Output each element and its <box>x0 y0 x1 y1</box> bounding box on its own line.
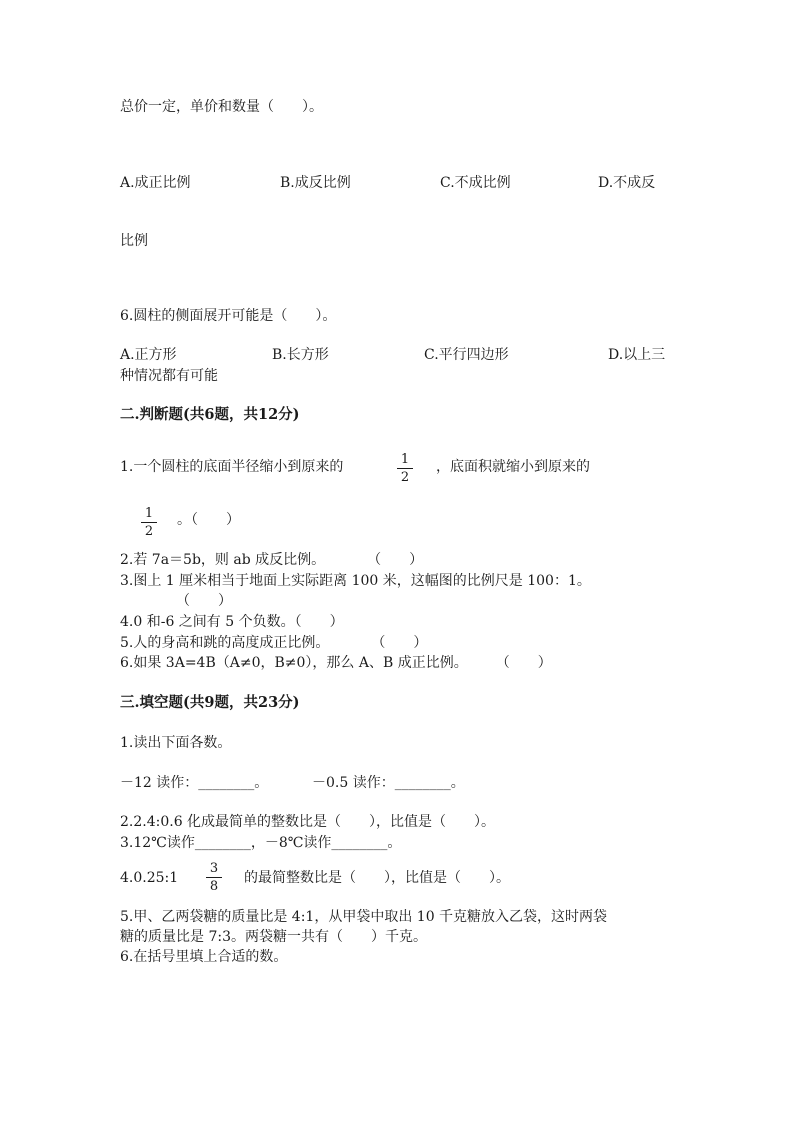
fraction-bar <box>206 877 222 878</box>
s2-q6: 6.如果 3A=4B（A≠0，B≠0），那么 A、B 成正比例。 （ ） <box>120 655 552 671</box>
s2-q2: 2.若 7a＝5b，则 ab 成反比例。 （ ） <box>120 552 424 568</box>
q6-option-a[interactable]: A.正方形 <box>120 347 177 363</box>
q6-option-d[interactable]: D.以上三 <box>608 347 666 363</box>
q5-option-a[interactable]: A.成正比例 <box>120 175 191 191</box>
q6-option-d-wrap: 种情况都有可能 <box>120 368 218 384</box>
s3-q1: 1.读出下面各数。 <box>120 735 232 751</box>
s3-q6: 6.在括号里填上合适的数。 <box>120 949 288 965</box>
s3-q1-a: －12 读作：________。 <box>120 775 269 791</box>
s2-q1-part1: 1.一个圆柱的底面半径缩小到原来的 <box>120 459 344 475</box>
q5-option-d-wrap: 比例 <box>120 233 148 249</box>
s2-q1-fraction-2 <box>141 506 157 539</box>
q5-option-b[interactable]: B.成反比例 <box>280 175 351 191</box>
q5-stem: 总价一定，单价和数量（ ）。 <box>120 99 323 115</box>
s2-q1-fraction-1 <box>397 452 413 485</box>
s3-q4-fraction <box>206 861 222 894</box>
s2-q1-part2: ，底面积就缩小到原来的 <box>436 459 590 475</box>
section3-title: 三.填空题(共9题，共23分) <box>120 694 300 711</box>
s3-q1-b: －0.5 读作：________。 <box>312 775 465 791</box>
s3-q4-part1: 4.0.25:1 <box>120 870 179 886</box>
s3-q3: 3.12℃读作________，－8℃读作________。 <box>120 835 402 851</box>
s2-q5: 5.人的身高和跳的高度成正比例。 （ ） <box>120 635 428 651</box>
s3-q5-line2: 糖的质量比是 7:3。两袋糖一共有（ ）千克。 <box>120 929 427 945</box>
q5-option-d[interactable]: D.不成反 <box>598 175 656 191</box>
q5-option-c[interactable]: C.不成比例 <box>440 175 511 191</box>
q6-option-c[interactable]: C.平行四边形 <box>424 347 509 363</box>
s3-q2: 2.2.4:0.6 化成最简单的整数比是（ ），比值是（ ）。 <box>120 814 496 830</box>
q6-stem: 6.圆柱的侧面展开可能是（ ）。 <box>120 308 337 324</box>
q6-option-b[interactable]: B.长方形 <box>272 347 329 363</box>
s2-q3-paren: （ ） <box>176 593 232 609</box>
fraction-numerator: 1 <box>400 452 410 467</box>
s2-q3: 3.图上 1 厘米相当于地面上实际距离 100 米，这幅图的比例尺是 100：1。 <box>120 573 591 589</box>
s3-q5-line1: 5.甲、乙两袋糖的质量比是 4:1，从甲袋中取出 10 千克糖放入乙袋，这时两袋 <box>120 909 608 925</box>
s2-q4: 4.0 和-6 之间有 5 个负数。（ ） <box>120 614 344 630</box>
fraction-denominator: 2 <box>144 524 154 539</box>
fraction-denominator: 8 <box>209 879 219 894</box>
section2-title: 二.判断题(共6题，共12分) <box>120 406 300 423</box>
fraction-bar <box>141 522 157 523</box>
fraction-numerator: 1 <box>144 506 154 521</box>
s3-q4-part2: 的最简整数比是（ ），比值是（ ）。 <box>244 870 510 886</box>
fraction-bar <box>397 468 413 469</box>
s2-q1-end: 。（ ） <box>177 512 240 528</box>
fraction-numerator: 3 <box>209 861 219 876</box>
fraction-denominator: 2 <box>400 470 410 485</box>
